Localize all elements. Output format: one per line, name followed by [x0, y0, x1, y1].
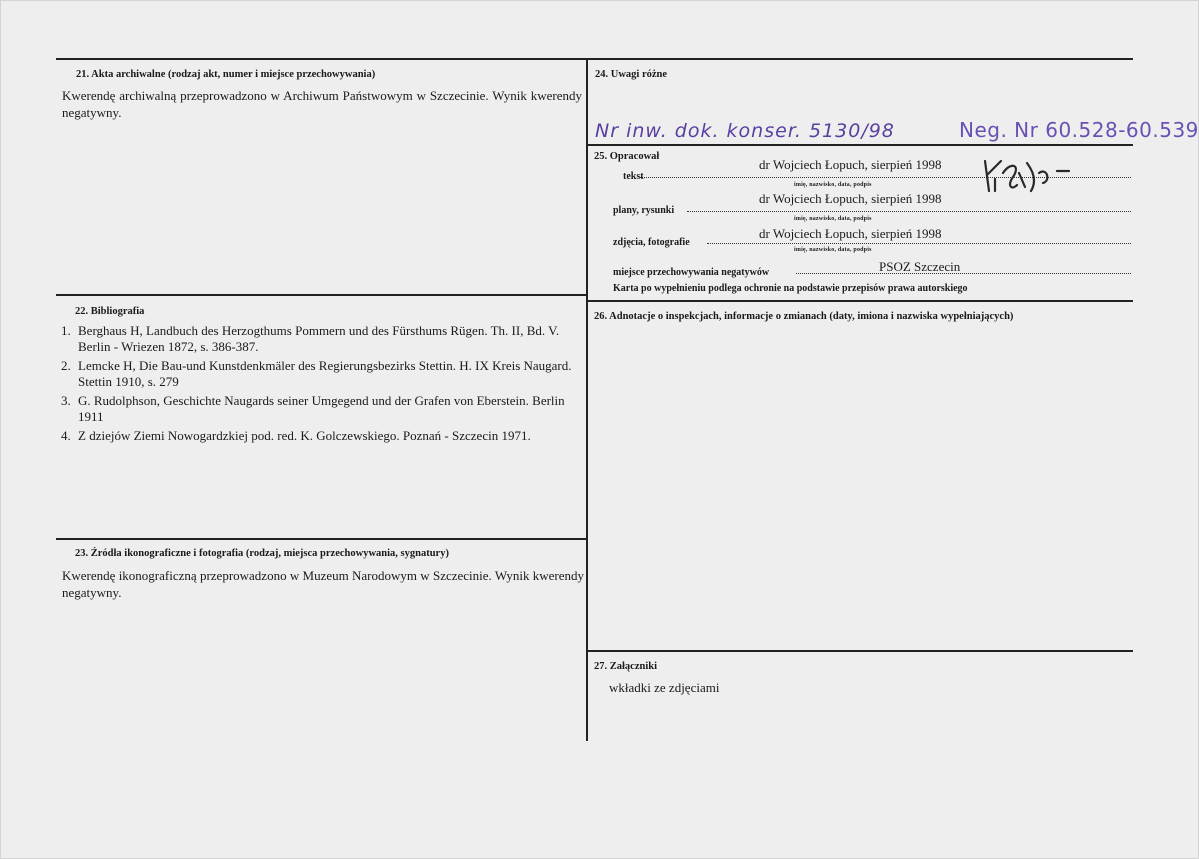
- signature: [981, 151, 1081, 201]
- author-photos-value: dr Wojciech Łopuch, sierpień 1998: [759, 226, 942, 241]
- bibliography-list: [61, 323, 581, 447]
- author-text-label: tekst: [623, 171, 644, 182]
- center-divider: [586, 58, 588, 741]
- bibliography-number: 1.: [61, 323, 71, 338]
- section-23-header: 23. Źródła ikonograficzne i fotografia (rodzaj, miejsca przechowywania, sygnatury): [75, 548, 449, 559]
- section-24-header: 24. Uwagi różne: [595, 69, 668, 80]
- negatives-location-label: miejsce przechowywania negatywów: [613, 267, 770, 278]
- negatives-location-value: PSOZ Szczecin: [879, 259, 961, 274]
- author-photos-caption: imię, nazwisko, data, podpis: [794, 247, 872, 253]
- bibliography-text: Z dziejów Ziemi Nowogardzkiej pod. red. K. Golczewskiego. Poznań - Szczecin 1971.: [78, 428, 531, 443]
- bibliography-item: [61, 393, 581, 425]
- section-25-header: 25. Opracował: [594, 151, 660, 162]
- handwritten-negative-numbers: Neg. Nr 60.528-60.539: [959, 118, 1199, 142]
- section-27-header: 27. Załączniki: [594, 661, 658, 672]
- top-rule: [56, 58, 1133, 60]
- section-21-header: 21. Akta archiwalne (rodzaj akt, numer i miejsce przechowywania): [76, 69, 376, 80]
- author-text-value: dr Wojciech Łopuch, sierpień 1998: [759, 157, 942, 172]
- bibliography-text: Berghaus H, Landbuch des Herzogthums Pommern und des Fürsthums Rügen. Th. II, Bd. V. Berlin - Wriezen 1872, s. 386-387.: [78, 323, 560, 354]
- bibliography-number: 3.: [61, 393, 71, 408]
- author-text-caption: imię, nazwisko, data, podpis: [794, 182, 872, 188]
- author-plans-value: dr Wojciech Łopuch, sierpień 1998: [759, 191, 942, 206]
- divider-26-27: [587, 650, 1133, 652]
- author-plans-line: [687, 211, 1131, 212]
- copyright-note: Karta po wypełnieniu podlega ochronie na podstawie przepisów prawa autorskiego: [613, 283, 968, 294]
- bibliography-item: [61, 428, 581, 444]
- divider-22-23: [56, 538, 587, 540]
- bibliography-text: Lemcke H, Die Bau-und Kunstdenkmäler des Regierungsbezirks Stettin. H. IX Kreis Naugard. Stettin 1910, s. 279: [78, 358, 572, 389]
- author-plans-caption: imię, nazwisko, data, podpis: [794, 216, 872, 222]
- bibliography-number: 2.: [61, 358, 71, 373]
- bibliography-number: 4.: [61, 428, 71, 443]
- section-21-text: Kwerendę archiwalną przeprowadzono w Archiwum Państwowym w Szczecinie. Wynik kwerendy negatywny.: [62, 88, 582, 120]
- negatives-location-line: [796, 273, 1131, 274]
- section-22-header: 22. Bibliografia: [75, 306, 145, 317]
- author-plans-label: plany, rysunki: [613, 205, 675, 216]
- divider-24-25: [587, 144, 1133, 146]
- section-23-text: Kwerendę ikonograficzną przeprowadzono w Muzeum Narodowym w Szczecinie. Wynik kwerendy negatywny.: [62, 568, 584, 600]
- section-26-header: 26. Adnotacje o inspekcjach, informacje o zmianach (daty, imiona i nazwiska wypełniających): [594, 311, 1014, 322]
- divider-21-22: [56, 294, 587, 296]
- divider-25-26: [587, 300, 1133, 302]
- author-photos-label: zdjęcia, fotografie: [613, 237, 690, 248]
- bibliography-text: G. Rudolphson, Geschichte Naugards seiner Umgegend und der Grafen von Eberstein. Berlin 1911: [78, 393, 565, 424]
- handwritten-inventory-number: Nr inw. dok. konser. 5130/98: [595, 120, 895, 142]
- attachments-text: wkładki ze zdjęciami: [609, 680, 720, 695]
- author-photos-line: [707, 243, 1131, 244]
- bibliography-item: [61, 358, 581, 390]
- bibliography-item: [61, 323, 581, 355]
